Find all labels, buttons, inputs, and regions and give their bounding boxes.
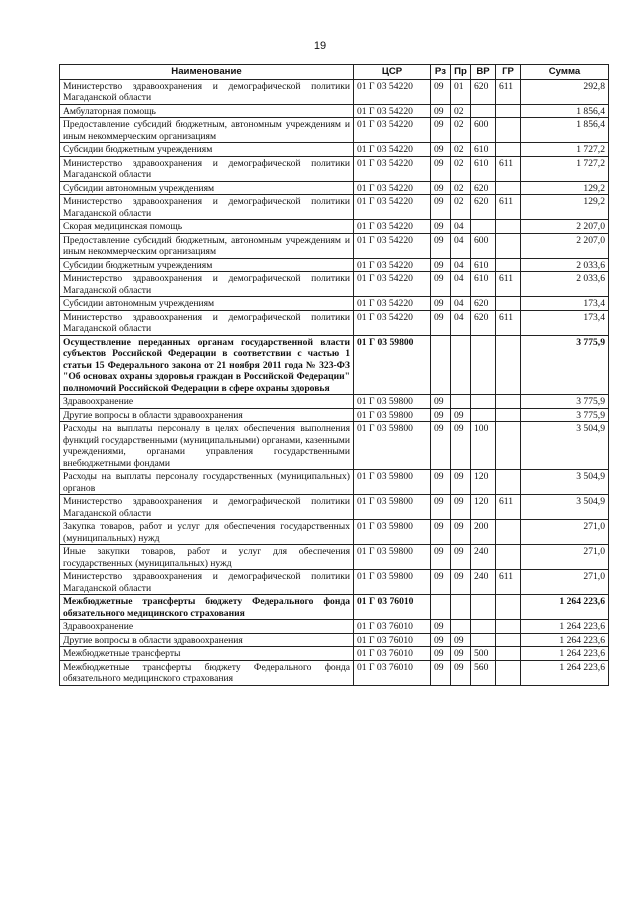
cell-rz: 09 [431, 570, 451, 595]
cell-csr: 01 Г 03 59800 [354, 422, 431, 470]
cell-pr: 02 [451, 195, 471, 220]
table-row [60, 310, 609, 335]
table-row [60, 195, 609, 220]
cell-sum: 3 775,9 [521, 408, 609, 422]
cell-pr: 09 [451, 570, 471, 595]
cell-sum: 292,8 [521, 79, 609, 104]
cell-vr: 500 [471, 647, 496, 661]
cell-name: Амбулаторная помощь [60, 104, 354, 118]
cell-csr: 01 Г 03 54220 [354, 118, 431, 143]
cell-gr [496, 545, 521, 570]
cell-name: Министерство здравоохранения и демографической политики Магаданской области [60, 195, 354, 220]
cell-sum: 1 264 223,6 [521, 633, 609, 647]
cell-rz: 09 [431, 647, 451, 661]
table-row [60, 335, 609, 395]
cell-csr: 01 Г 03 54220 [354, 258, 431, 272]
cell-rz: 09 [431, 310, 451, 335]
cell-sum: 1 727,2 [521, 143, 609, 157]
cell-vr: 240 [471, 545, 496, 570]
cell-name: Министерство здравоохранения и демографической политики Магаданской области [60, 570, 354, 595]
cell-pr: 09 [451, 545, 471, 570]
cell-gr [496, 660, 521, 685]
cell-csr: 01 Г 03 59800 [354, 495, 431, 520]
cell-rz: 09 [431, 220, 451, 234]
cell-vr: 620 [471, 310, 496, 335]
cell-vr [471, 633, 496, 647]
header-sum: Сумма [521, 65, 609, 80]
page-number: 19 [313, 40, 327, 52]
cell-name: Здравоохранение [60, 395, 354, 409]
cell-vr [471, 220, 496, 234]
cell-rz: 09 [431, 520, 451, 545]
cell-rz: 09 [431, 633, 451, 647]
cell-gr [496, 143, 521, 157]
cell-rz: 09 [431, 395, 451, 409]
cell-pr: 09 [451, 633, 471, 647]
cell-name: Предоставление субсидий бюджетным, автономным учреждениям и иным некоммерческим организациям [60, 233, 354, 258]
cell-csr: 01 Г 03 76010 [354, 595, 431, 620]
cell-rz: 09 [431, 104, 451, 118]
header-row [60, 65, 609, 80]
cell-sum: 271,0 [521, 520, 609, 545]
cell-csr: 01 Г 03 76010 [354, 620, 431, 634]
cell-sum: 1 264 223,6 [521, 660, 609, 685]
cell-gr [496, 520, 521, 545]
header-gr: ГР [496, 65, 521, 80]
cell-gr [496, 620, 521, 634]
table-row [60, 258, 609, 272]
cell-vr [471, 620, 496, 634]
cell-pr: 09 [451, 495, 471, 520]
table-row [60, 156, 609, 181]
cell-rz: 09 [431, 297, 451, 311]
cell-sum: 1 264 223,6 [521, 595, 609, 620]
cell-pr: 09 [451, 422, 471, 470]
cell-csr: 01 Г 03 54220 [354, 181, 431, 195]
cell-vr: 200 [471, 520, 496, 545]
table-body [60, 79, 609, 685]
cell-pr: 02 [451, 156, 471, 181]
cell-gr: 611 [496, 570, 521, 595]
cell-csr: 01 Г 03 54220 [354, 143, 431, 157]
cell-sum: 3 775,9 [521, 395, 609, 409]
cell-gr [496, 118, 521, 143]
cell-gr [496, 258, 521, 272]
cell-vr: 610 [471, 272, 496, 297]
cell-csr: 01 Г 03 54220 [354, 297, 431, 311]
cell-csr: 01 Г 03 54220 [354, 272, 431, 297]
cell-gr [496, 470, 521, 495]
cell-name: Межбюджетные трансферты бюджету Федерального фонда обязательного медицинского страхования [60, 660, 354, 685]
table-row [60, 495, 609, 520]
cell-csr: 01 Г 03 54220 [354, 310, 431, 335]
table-row [60, 181, 609, 195]
cell-rz [431, 595, 451, 620]
table-row [60, 79, 609, 104]
cell-csr: 01 Г 03 59800 [354, 470, 431, 495]
cell-pr [451, 335, 471, 395]
cell-pr: 02 [451, 118, 471, 143]
cell-name: Скорая медицинская помощь [60, 220, 354, 234]
cell-pr: 09 [451, 520, 471, 545]
header-csr: ЦСР [354, 65, 431, 80]
cell-csr: 01 Г 03 59800 [354, 520, 431, 545]
table-row [60, 118, 609, 143]
cell-name: Министерство здравоохранения и демографической политики Магаданской области [60, 272, 354, 297]
cell-rz: 09 [431, 620, 451, 634]
cell-csr: 01 Г 03 54220 [354, 156, 431, 181]
table-row [60, 470, 609, 495]
cell-gr [496, 233, 521, 258]
header-vr: ВР [471, 65, 496, 80]
cell-csr: 01 Г 03 76010 [354, 647, 431, 661]
cell-rz: 09 [431, 422, 451, 470]
cell-csr: 01 Г 03 76010 [354, 660, 431, 685]
cell-rz: 09 [431, 258, 451, 272]
cell-pr: 09 [451, 408, 471, 422]
cell-pr: 04 [451, 310, 471, 335]
cell-sum: 3 504,9 [521, 495, 609, 520]
cell-name: Министерство здравоохранения и демографической политики Магаданской области [60, 310, 354, 335]
cell-rz: 09 [431, 143, 451, 157]
cell-vr: 100 [471, 422, 496, 470]
cell-sum: 1 264 223,6 [521, 647, 609, 661]
cell-rz: 09 [431, 470, 451, 495]
cell-csr: 01 Г 03 54220 [354, 233, 431, 258]
cell-sum: 3 775,9 [521, 335, 609, 395]
cell-vr [471, 595, 496, 620]
cell-vr: 620 [471, 181, 496, 195]
cell-pr: 09 [451, 660, 471, 685]
table-row [60, 143, 609, 157]
cell-rz [431, 335, 451, 395]
cell-pr [451, 395, 471, 409]
cell-name: Субсидии автономным учреждениям [60, 297, 354, 311]
cell-rz: 09 [431, 545, 451, 570]
cell-vr [471, 104, 496, 118]
cell-gr [496, 181, 521, 195]
cell-gr: 611 [496, 310, 521, 335]
table-row [60, 422, 609, 470]
cell-gr: 611 [496, 272, 521, 297]
cell-pr [451, 620, 471, 634]
cell-pr: 04 [451, 220, 471, 234]
table-row [60, 104, 609, 118]
cell-name: Субсидии бюджетным учреждениям [60, 143, 354, 157]
cell-gr [496, 647, 521, 661]
cell-name: Расходы на выплаты персоналу в целях обеспечения выполнения функций государственными (муниципальными) органами, казенными учреждениями, органами управления государственными внебюджетными фондами [60, 422, 354, 470]
cell-sum: 1 856,4 [521, 118, 609, 143]
cell-rz: 09 [431, 181, 451, 195]
table-row [60, 297, 609, 311]
table-row [60, 647, 609, 661]
cell-gr [496, 335, 521, 395]
cell-csr: 01 Г 03 59800 [354, 335, 431, 395]
table-row [60, 220, 609, 234]
table-row [60, 660, 609, 685]
cell-gr [496, 422, 521, 470]
cell-sum: 129,2 [521, 181, 609, 195]
cell-vr: 620 [471, 297, 496, 311]
cell-rz: 09 [431, 79, 451, 104]
cell-rz: 09 [431, 233, 451, 258]
cell-pr: 04 [451, 258, 471, 272]
cell-name: Закупка товаров, работ и услуг для обеспечения государственных (муниципальных) нужд [60, 520, 354, 545]
cell-vr: 620 [471, 195, 496, 220]
budget-table [59, 64, 609, 686]
cell-rz: 09 [431, 118, 451, 143]
table-row [60, 595, 609, 620]
cell-rz: 09 [431, 408, 451, 422]
cell-pr: 04 [451, 233, 471, 258]
cell-sum: 1 264 223,6 [521, 620, 609, 634]
cell-name: Здравоохранение [60, 620, 354, 634]
cell-csr: 01 Г 03 59800 [354, 570, 431, 595]
cell-csr: 01 Г 03 59800 [354, 408, 431, 422]
cell-vr: 620 [471, 79, 496, 104]
cell-gr [496, 408, 521, 422]
cell-pr: 09 [451, 470, 471, 495]
cell-sum: 173,4 [521, 310, 609, 335]
cell-pr: 02 [451, 104, 471, 118]
cell-vr [471, 408, 496, 422]
cell-vr: 610 [471, 258, 496, 272]
cell-gr: 611 [496, 195, 521, 220]
cell-name: Расходы на выплаты персоналу государственных (муниципальных) органов [60, 470, 354, 495]
cell-pr [451, 595, 471, 620]
cell-name: Субсидии бюджетным учреждениям [60, 258, 354, 272]
cell-gr [496, 395, 521, 409]
cell-name: Межбюджетные трансферты бюджету Федерального фонда обязательного медицинского страхования [60, 595, 354, 620]
table-row [60, 272, 609, 297]
cell-csr: 01 Г 03 54220 [354, 104, 431, 118]
cell-sum: 3 504,9 [521, 422, 609, 470]
cell-vr: 120 [471, 495, 496, 520]
cell-gr [496, 633, 521, 647]
cell-gr [496, 595, 521, 620]
cell-sum: 1 856,4 [521, 104, 609, 118]
cell-csr: 01 Г 03 54220 [354, 220, 431, 234]
cell-csr: 01 Г 03 54220 [354, 79, 431, 104]
cell-rz: 09 [431, 660, 451, 685]
cell-gr [496, 104, 521, 118]
table-row [60, 570, 609, 595]
cell-pr: 02 [451, 181, 471, 195]
cell-rz: 09 [431, 195, 451, 220]
cell-vr: 600 [471, 233, 496, 258]
cell-gr: 611 [496, 79, 521, 104]
table-row [60, 620, 609, 634]
cell-pr: 04 [451, 297, 471, 311]
table-row [60, 395, 609, 409]
cell-sum: 2 033,6 [521, 272, 609, 297]
table-row [60, 408, 609, 422]
table-header [60, 65, 609, 80]
cell-csr: 01 Г 03 76010 [354, 633, 431, 647]
table-row [60, 233, 609, 258]
cell-vr: 600 [471, 118, 496, 143]
cell-vr: 240 [471, 570, 496, 595]
cell-sum: 271,0 [521, 570, 609, 595]
cell-vr: 560 [471, 660, 496, 685]
cell-name: Министерство здравоохранения и демографической политики Магаданской области [60, 495, 354, 520]
cell-gr [496, 220, 521, 234]
cell-csr: 01 Г 03 59800 [354, 545, 431, 570]
cell-name: Субсидии автономным учреждениям [60, 181, 354, 195]
cell-csr: 01 Г 03 59800 [354, 395, 431, 409]
cell-pr: 09 [451, 647, 471, 661]
cell-sum: 2 207,0 [521, 233, 609, 258]
header-pr: Пр [451, 65, 471, 80]
cell-sum: 2 207,0 [521, 220, 609, 234]
cell-csr: 01 Г 03 54220 [354, 195, 431, 220]
cell-sum: 1 727,2 [521, 156, 609, 181]
cell-name: Другие вопросы в области здравоохранения [60, 408, 354, 422]
table-row [60, 545, 609, 570]
cell-sum: 271,0 [521, 545, 609, 570]
cell-pr: 04 [451, 272, 471, 297]
cell-vr [471, 395, 496, 409]
cell-gr [496, 297, 521, 311]
cell-name: Межбюджетные трансферты [60, 647, 354, 661]
cell-sum: 173,4 [521, 297, 609, 311]
header-rz: Рз [431, 65, 451, 80]
cell-rz: 09 [431, 156, 451, 181]
cell-vr: 610 [471, 143, 496, 157]
cell-rz: 09 [431, 495, 451, 520]
cell-pr: 01 [451, 79, 471, 104]
cell-gr: 611 [496, 156, 521, 181]
cell-sum: 2 033,6 [521, 258, 609, 272]
cell-name: Министерство здравоохранения и демографической политики Магаданской области [60, 156, 354, 181]
cell-name: Иные закупки товаров, работ и услуг для обеспечения государственных (муниципальных) нужд [60, 545, 354, 570]
cell-vr: 120 [471, 470, 496, 495]
cell-pr: 02 [451, 143, 471, 157]
cell-rz: 09 [431, 272, 451, 297]
cell-vr [471, 335, 496, 395]
cell-sum: 3 504,9 [521, 470, 609, 495]
cell-name: Предоставление субсидий бюджетным, автономным учреждениям и иным некоммерческим организациям [60, 118, 354, 143]
table-row [60, 633, 609, 647]
header-name: Наименование [60, 65, 354, 80]
cell-vr: 610 [471, 156, 496, 181]
cell-sum: 129,2 [521, 195, 609, 220]
cell-gr: 611 [496, 495, 521, 520]
table-row [60, 520, 609, 545]
cell-name: Осуществление переданных органам государственной власти субъектов Российской Федерации в соответствии с частью 1 статьи 15 Федерального закона от 21 ноября 2011 года № 323-ФЗ "Об основах охраны здоровья граждан в Российской Федерации" полномочий Российской Федерации в сфере охраны здоровья [60, 335, 354, 395]
cell-name: Другие вопросы в области здравоохранения [60, 633, 354, 647]
cell-name: Министерство здравоохранения и демографической политики Магаданской области [60, 79, 354, 104]
